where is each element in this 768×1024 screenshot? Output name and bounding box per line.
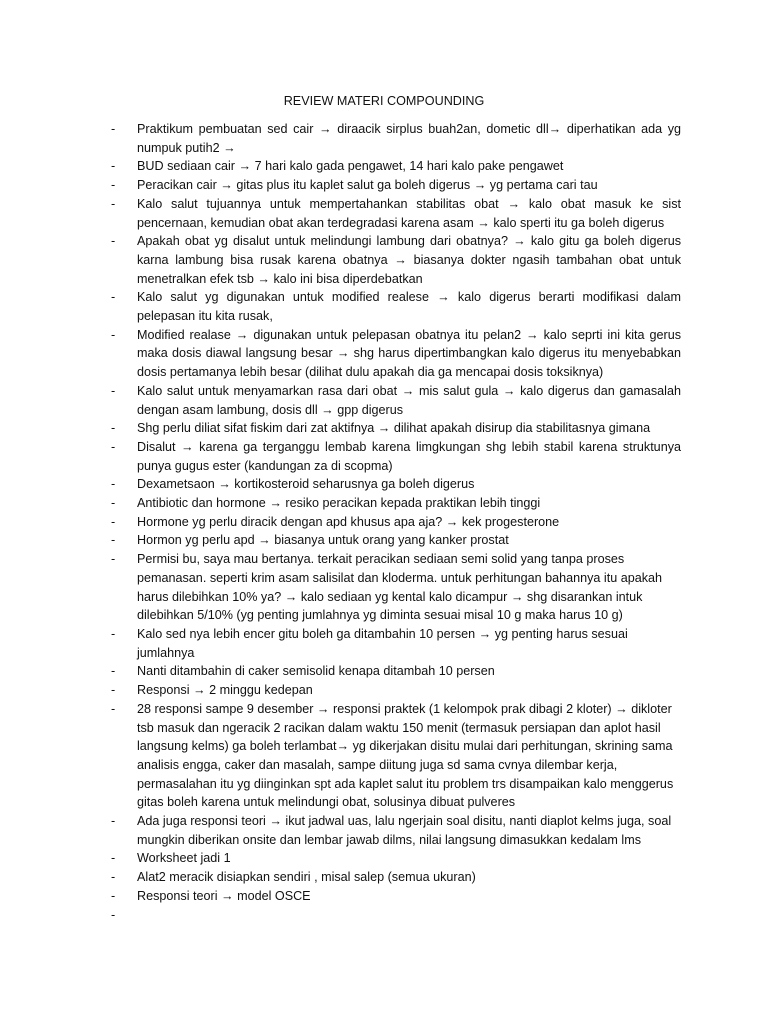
list-item	[111, 157, 681, 176]
bullet-dash: -	[111, 122, 116, 136]
bullet-dash: -	[111, 383, 116, 398]
bullet-dash: -	[111, 851, 116, 866]
bullet-dash: -	[111, 626, 116, 641]
list-item	[111, 700, 681, 812]
document-title: REVIEW MATERI COMPOUNDING	[283, 94, 485, 108]
list-item-text: Kalo salut tujuannya untuk mempertahankan stabilitas obat → kalo obat masuk ke sist pencernaan, kemudian obat akan terdegradasi karena asam → kalo sperti itu ga boleh digerus	[137, 196, 681, 230]
list-item-text: BUD sediaan cair → 7 hari kalo gada pengawet, 14 hari kalo pake pengawet	[137, 159, 564, 174]
list-item-text: Kalo salut yg digunakan untuk modified realese → kalo digerus berarti modifikasi dalam pelepasan itu kita rusak,	[137, 290, 681, 324]
bullet-dash: -	[111, 683, 116, 698]
list-item	[111, 120, 681, 157]
list-item	[111, 531, 681, 550]
list-item	[111, 681, 681, 700]
bullet-dash: -	[111, 439, 116, 454]
list-item-text	[137, 906, 681, 925]
bullet-dash: -	[111, 327, 116, 342]
list-item-text: Dexametsaon → kortikosteroid seharusnya ga boleh digerus	[137, 477, 475, 492]
list-item-text: Peracikan cair → gitas plus itu kaplet salut ga boleh digerus → yg pertama cari tau	[137, 178, 598, 193]
list-item-text: Praktikum pembuatan sed cair → diraacik sirplus buah2an, dometic dll→ diperhatikan ada yg numpuk putih2 →	[137, 122, 681, 155]
list-item-text: Responsi → 2 minggu kedepan	[137, 683, 313, 698]
bullet-dash: -	[111, 533, 116, 548]
bullet-dash: -	[111, 196, 116, 211]
list-item	[111, 176, 681, 195]
bullet-dash: -	[111, 870, 116, 885]
bullet-dash: -	[111, 664, 116, 679]
list-item	[111, 887, 681, 906]
list-item	[111, 662, 681, 681]
bullet-dash: -	[111, 290, 116, 305]
list-item	[111, 550, 681, 625]
bullet-dash: -	[111, 496, 116, 511]
bullet-dash: -	[111, 234, 116, 249]
bullet-dash: -	[111, 552, 116, 567]
list-item	[111, 906, 681, 925]
bullet-dash: -	[111, 888, 116, 903]
list-item	[111, 868, 681, 887]
bullet-dash: -	[111, 159, 116, 174]
list-item	[111, 382, 681, 419]
list-item-text: Kalo sed nya lebih encer gitu boleh ga ditambahin 10 persen → yg penting harus sesuai jumlahnya	[137, 626, 628, 660]
list-item	[111, 494, 681, 513]
list-item-text: Modified realase → digunakan untuk pelepasan obatnya itu pelan2 → kalo seprti ini kita gerus maka dosis diawal langsung besar → shg harus dipertimbangkan kalo digerus itu menyebabkan dosis pertamanya lebih besar (dilihat dulu apakah dia ga mencapai dosis toksiknya)	[137, 327, 681, 380]
bullet-dash: -	[111, 907, 116, 922]
list-item	[111, 232, 681, 288]
list-item-text: Permisi bu, saya mau bertanya. terkait peracikan sediaan semi solid yang tanpa proses pemanasan. seperti krim asam salisilat dan kloderma. untuk perhitungan bahannya itu apakah harus dilebihkan 10% ya? → kalo sediaan yg kental kalo dicampur → shg disarankan intuk dilebihkan 5/10% (yg penting jumlahnya yg diminta sesuai misal 10 g maka harus 10 g)	[137, 552, 663, 623]
list-item	[111, 195, 681, 232]
list-item	[111, 326, 681, 382]
list-item	[111, 288, 681, 325]
bullet-dash: -	[111, 477, 116, 492]
list-item	[111, 513, 681, 532]
list-item-text: Kalo salut untuk menyamarkan rasa dari obat → mis salut gula → kalo digerus dan gamasalah dengan asam lambung, dosis dll → gpp digerus	[137, 383, 681, 417]
list-item-text: Hormon yg perlu apd → biasanya untuk orang yang kanker prostat	[137, 533, 509, 548]
review-notes-list	[111, 120, 681, 924]
list-item-text: Ada juga responsi teori → ikut jadwal uas, lalu ngerjain soal disitu, nanti diaplot kelms juga, soal mungkin diberikan onsite dan lembar jawab dilms, nilai langsung dimasukkan kedalam lms	[137, 814, 672, 847]
list-item-text: Apakah obat yg disalut untuk melindungi lambung dari obatnya? → kalo gitu ga boleh digerus karna lambung bisa rusak karena obatnya → biasanya dokter ngasih tambahan obat untuk menetralkan efek tsb → kalo ini bisa diperdebatkan	[137, 234, 681, 286]
bullet-dash: -	[111, 814, 116, 829]
bullet-dash: -	[111, 178, 116, 193]
list-item-text: Alat2 meracik disiapkan sendiri , misal salep (semua ukuran)	[137, 870, 476, 885]
list-item	[111, 849, 681, 868]
list-item-text: Worksheet jadi 1	[137, 851, 231, 866]
list-item-text: Shg perlu diliat sifat fiskim dari zat aktifnya → dilihat apakah disirup dia stabilitasnya gimana	[137, 421, 651, 436]
list-item	[111, 438, 681, 475]
list-item-text: 28 responsi sampe 9 desember → responsi praktek (1 kelompok prak dibagi 2 kloter) → dikloter tsb masuk dan ngeracik 2 racikan dalam waktu 150 menit (termasuk persiapan dan aplot hasil langsung kelms) ga boleh terlambat→ yg dikerjakan disitu mulai dari perhitungan, skrining sama analisis engga, caker dan masalah, sampe diitung juga sd sama cvnya dilembar kerja, permasalahan itu yg diinginkan spt ada kaplet salut itu problem trs disampaikan kalo menggerus gitas boleh karena untuk melindungi obat, solusinya dibuat pulveres	[137, 701, 674, 810]
list-item-text: Antibiotic dan hormone → resiko peracikan kepada praktikan lebih tinggi	[137, 496, 541, 511]
list-item	[111, 419, 681, 438]
list-item-text: Hormone yg perlu diracik dengan apd khusus apa aja? → kek progesterone	[137, 514, 560, 529]
bullet-dash: -	[111, 701, 116, 716]
bullet-dash: -	[111, 421, 116, 436]
list-item-text: Responsi teori → model OSCE	[137, 888, 311, 903]
list-item	[111, 812, 681, 849]
list-item-text: Disalut → karena ga terganggu lembab karena limgkungan shg lebih stabil karena struktunya punya gugus ester (kandungan za di scopma)	[137, 439, 681, 473]
list-item	[111, 625, 681, 662]
bullet-dash: -	[111, 514, 116, 529]
list-item-text: Nanti ditambahin di caker semisolid kenapa ditambah 10 persen	[137, 664, 495, 679]
list-item	[111, 475, 681, 494]
